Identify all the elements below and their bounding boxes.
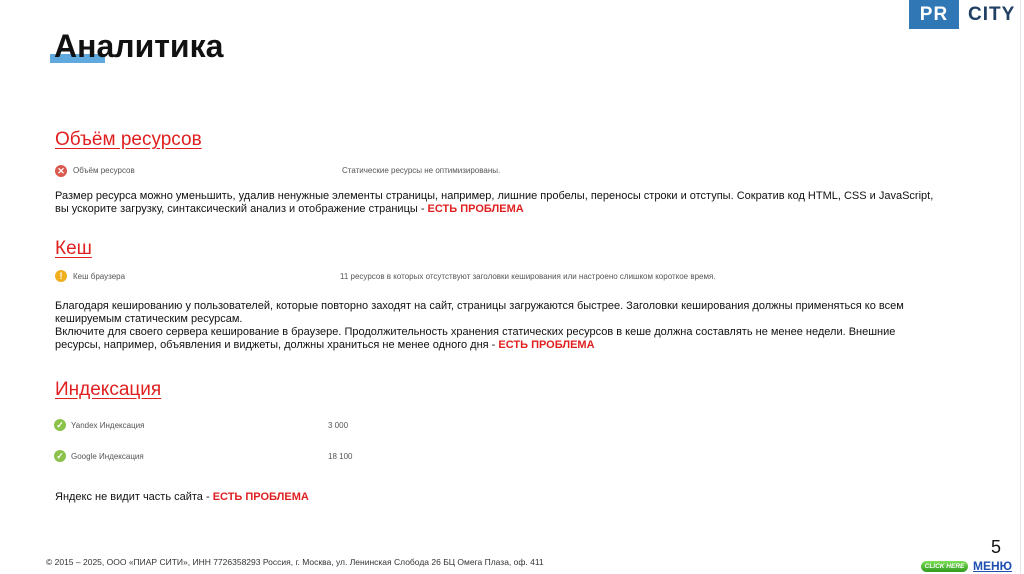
logo-pr: PR — [909, 0, 959, 29]
click-here-button[interactable]: CLICK HERE — [921, 561, 968, 572]
google-indexing-label: Google Индексация — [71, 452, 144, 461]
cache-text: Включите для своего сервера кеширование в браузере. Продолжительность хранения статических ресурсов в кеше должна составлять не менее недели. Внешние ресурсы, например, объявления и виджеты, должны храниться не менее одного дня - — [55, 326, 896, 351]
check-icon: ✓ — [54, 450, 66, 462]
close-icon: ✕ — [55, 165, 67, 177]
right-border-line — [1020, 0, 1021, 574]
page-number: 5 — [991, 537, 1002, 557]
resources-problem-label: ЕСТЬ ПРОБЛЕМА — [427, 203, 524, 215]
cache-description-2 — [55, 326, 935, 352]
check-icon: ✓ — [54, 419, 66, 431]
menu-link[interactable]: МЕНЮ — [973, 559, 1013, 573]
indexing-problem-label: ЕСТЬ ПРОБЛЕМА — [212, 491, 309, 503]
resources-description — [55, 190, 935, 216]
cache-row-label: Кеш браузера — [73, 272, 126, 281]
section-heading-cache: Кеш — [55, 238, 92, 259]
yandex-indexing-value: 3 000 — [328, 421, 349, 430]
indexing-description — [55, 491, 935, 504]
resources-row-value: Статические ресурсы не оптимизированы. — [342, 166, 501, 175]
logo-city: CITY — [968, 3, 1016, 25]
resources-text: Размер ресурса можно уменьшить, удалив ненужные элементы страницы, например, лишние пробелы, переносы строки и отступы. Сократив код HTML, CSS и JavaScript, вы ускорите загрузку, синтаксический анализ и отображение страницы - — [55, 190, 934, 215]
cache-row-value: 11 ресурсов в которых отсутствуют заголовки кеширования или настроено слишком короткое время. — [340, 272, 716, 281]
google-indexing-value: 18 100 — [328, 452, 353, 461]
cache-description-1: Благодаря кешированию у пользователей, которые повторно заходят на сайт, страницы загружаются быстрее. Заголовки кеширования должны применяться ко всем кешируемым статическим ресурсам. — [55, 300, 904, 325]
pr-city-logo — [909, 0, 1015, 29]
yandex-indexing-label: Yandex Индексация — [71, 421, 145, 430]
section-heading-resources: Объём ресурсов — [55, 129, 202, 150]
section-heading-indexing: Индексация — [55, 379, 162, 400]
cache-problem-label: ЕСТЬ ПРОБЛЕМА — [498, 339, 595, 351]
resources-row-label: Объём ресурсов — [73, 166, 135, 175]
indexing-text: Яндекс не видит часть сайта - — [55, 491, 213, 503]
exclamation-icon: ! — [55, 270, 67, 282]
page-title: Аналитика — [54, 28, 224, 64]
footer-copyright: © 2015 – 2025, ООО «ПИАР СИТИ», ИНН 7726358293 Россия, г. Москва, ул. Ленинская Слобода 26 БЦ Омега Плаза, оф. 411 — [46, 557, 544, 567]
